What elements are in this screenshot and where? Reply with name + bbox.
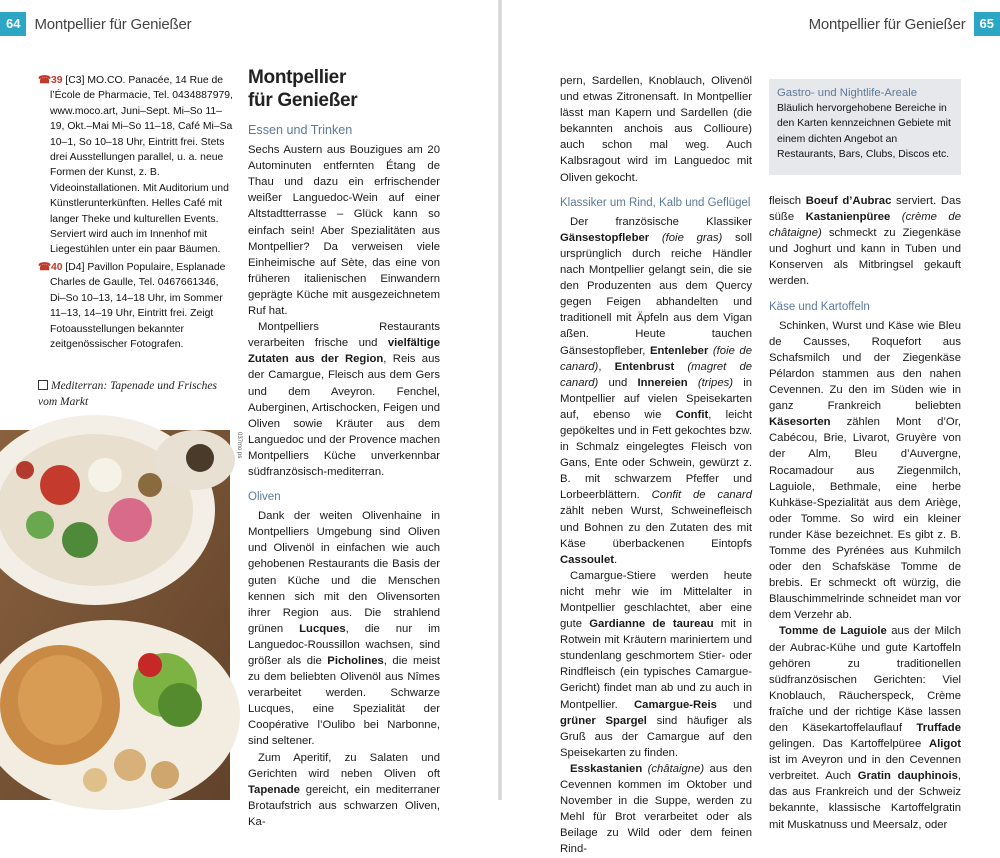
phone-icon: ☎	[38, 75, 51, 86]
address-entry	[38, 260, 233, 352]
section-heading: Essen und Trinken	[248, 123, 353, 137]
photo-caption	[38, 379, 233, 415]
section-heading: Klassiker um Rind, Kalb und Geflügel	[560, 196, 751, 209]
paragraph: pern, Sardellen, Knoblauch, Olivenöl und etwas Zitronensaft. In Montpellier lässt man Kapern und Sardellen (die bekannten anchois aus Collioure) auch schon mal weg. Auch Kalbsragout wird im Languedoc mit Oliven gekocht.	[560, 75, 752, 184]
right-running-title: Montpellier für Genießer	[808, 15, 966, 33]
entry-text: [D4] Pavillon Populaire, Esplanade Charles de Gaulle, Tel. 0467661346, Di–So 10–13, 14–18 Uhr, im Sommer 11–13, 14–19 Uhr, Eintritt frei. Zeigt Fotoausstellungen bekannter zeitgenössischer Fotografen.	[50, 261, 226, 350]
section-heading: Oliven	[248, 491, 281, 504]
phone-icon: ☎	[38, 261, 51, 273]
paragraph: Der französische Klassiker Gänsestopfleber (foie gras) soll ursprünglich durch reiche Händler nach Montpellier gelangt sein, die sie den Produzenten aus dem Quercy gegen Feigen abhandelten und traditionell mit Äpfeln aus dem Vigan aßen. Heute tauchen Gänsestopfleber, Entenleber (foie de canard), Entenbrust (magret de canard) und Innereien (tripes) in Montpellier auf vielen Speisekarten auf, ebenso wie Confit, leicht gepökeltes und in Fett gekochtes bzw. in Schmalz eingelegtes Fleisch von Gans, Ente oder Schwein, gewürzt z. B. mit schwarzem Pfeffer und Lorbeerblättern. Confit de canard zählt neben Wurst, Schweinefleisch und Bohnen zu den Zutaten des mit Käse überbackenen Eintopfs Cassoulet.	[560, 215, 753, 566]
info-box	[769, 79, 961, 175]
food-photo-illustration	[0, 430, 230, 800]
paragraph: Tomme de Laguiole aus der Milch der Aubrac-Kühe und gute Kartoffeln gehören zu traditionellen südfranzösischen Gerichten: Viel Knoblauch, Räucherspeck, Crème fraîche und der richtige Käse lassen den Käsekartoffelauflauf Truffade gelingen. Das Kartoffelpüree Aligot ist im Aveyron und in den Cevennen verbreitet. Auch Gratin dauphinois, das aus Frankreich und der Schweiz bekannte, klassische Kartoffelgratin mit Muskatnuss und Meersalz, oder	[769, 625, 962, 831]
paragraph: Dank der weiten Olivenhaine in Montpelliers Umgebung sind Oliven und Olivenöl in einfachen wie auch gehobenen Restaurants die Basis der guten Küche und die Menschen kennen sich mit den Olivensorten ihrer Region aus. Die strahlend grünen Lucques, die nur im Languedoc-Roussillon wachsen, sind größer als die Picholines, die meist zu dem beliebten Olivenöl aus Nîmes verarbeitet werden. Schwarze Lucques, eine Spezialität der Coopérative l’Oulibo bei Narbonne, sind seltener.	[248, 510, 440, 748]
paragraph: Esskastanien (châtaigne) aus den Cevennen kommen im Oktober und November in die Suppe, werden zu Mehl für Brot verarbeitet oder als Beilage zu Wild oder dem feinen Rind-	[560, 762, 753, 856]
chapter-title-line1: Montpellier	[248, 67, 347, 88]
info-box-title: Gastro- und Nightlife-Areale	[777, 87, 918, 99]
caption-arrow-icon	[38, 380, 48, 390]
right-page-header	[801, 12, 1000, 36]
page-gutter	[498, 0, 502, 800]
entry-number: 39	[50, 75, 63, 86]
right-page-number: 65	[974, 12, 1000, 36]
paragraph: fleisch Boeuf d’Aubrac serviert. Das süße Kastanienpüree (crème de châtaigne) schmeckt zu Ziegenkäse und Joghurt und kann in Tuben und Konserven als Mitbringsel gekauft werden.	[769, 195, 961, 288]
column-2	[248, 66, 440, 828]
left-page-header	[0, 12, 199, 36]
left-page-number: 64	[0, 12, 26, 36]
photo-credit: 037mo ps	[236, 432, 242, 459]
caption-text: Mediterran: Tapenade und Frisches vom Markt	[38, 380, 217, 408]
chapter-title-line2: für Genießer	[248, 90, 358, 111]
section-heading: Käse und Kartoffeln	[769, 300, 870, 313]
address-list	[38, 73, 233, 358]
address-entry	[38, 73, 233, 258]
food-photo	[0, 430, 230, 800]
left-running-title: Montpellier für Genießer	[34, 15, 192, 33]
paragraph: Montpelliers Restaurants verarbeiten frische und vielfältige Zutaten aus der Region, Reis aus der Camargue, Fleisch aus dem Gers und dem Aveyron. Fenchel, Auberginen, Artischocken, Feigen und Oliven sowie Kräuter aus dem Languedoc und der Provence machen Montpelliers Küche unverkennbar südfranzösisch-mediterran.	[248, 321, 440, 478]
column-3	[560, 73, 753, 856]
entry-text: [C3] MO.CO. Panacée, 14 Rue de l’École de Pharmacie, Tel. 0434887979, www.moco.art, Juni–Sept. Mi–So 11–19, Okt.–Mai Mi–So 11–18, Café Mi–Sa 10–1, So 10–18 Uhr, Eintritt frei. Stets drei Ausstellungen parallel, u. a. neue Formen der Kunst, z. B. Videoinstallationen. Mit Auditorium und Künstlerunterkünften. Helles Café mit langer Theke und kulturellen Events. Serviert wird auch im Innenhof mit Liegestühlen unter ein paar Bäumen.	[50, 75, 233, 256]
paragraph: Camargue-Stiere werden heute nicht mehr wie im Mittelalter in Montpellier geschlachtet, aber eine gute Gardianne de taureau mit in Rotwein mit Kräutern mariniertem und stundenlang geschmortem Stier- oder Rindfleisch (ein typisches Camargue-Gericht) findet man ab und zu auch in Montpellier. Camargue-Reis und grüner Spargel sind häufiger als Gruß aus der Camargue auf den Speisekarten zu finden.	[560, 569, 753, 759]
paragraph: Zum Aperitif, zu Salaten und Gerichten wird neben Oliven oft Tapenade gereicht, ein mediterraner Brotaufstrich aus schwarzen Oliven, Ka-	[248, 751, 440, 828]
info-box-text: Bläulich hervorgehobene Bereiche in den Karten kennzeichnen Gebiete mit einem dichten Angebot an Restaurants, Bars, Clubs, Discos etc.	[777, 103, 951, 161]
paragraph: Schinken, Wurst und Käse wie Bleu de Causses, Roquefort aus Schafsmilch und der Ziegenkäse Pélardon stammen aus den nahen Cevennen. Zu den im Süden wie in ganz Frankreich beliebten Käsesorten zählen Mont d’Or, Cabécou, Brie, Livarot, Gruyère von der Alm, Bleu d’Auvergne, Rocamadour aus Ziegenmilch, Laguiole, Bethmale, eine herbe Kuhkäse-Spezialität aus dem Ariège, oder Tomme. So wird ein kleiner runder Käse bezeichnet. Es gibt z. B. Tomme des Pyrénées aus Kuhmilch oder den Schafskäse Tomme de brebis. Er schmeckt oft würzig, die Blauschimmelrinde schneidet man vor dem Verzehr ab.	[769, 319, 961, 622]
column-4	[769, 193, 962, 831]
entry-number: 40	[50, 261, 63, 273]
chapter-title	[248, 66, 440, 112]
paragraph: Sechs Austern aus Bouzigues am 20 Autominuten entfernten Étang de Thau und dazu ein erfrischender weißer Languedoc-Wein auf einer Altstadtterrasse – Glück kann so einfach sein! Aber Spezialitäten aus Montpellier? Da verweisen viele Einheimische auf Sète, das eine von früheren italienischen Einwandern geprägte Küche mit ausgezeichnetem Ruf hat.	[248, 144, 440, 318]
